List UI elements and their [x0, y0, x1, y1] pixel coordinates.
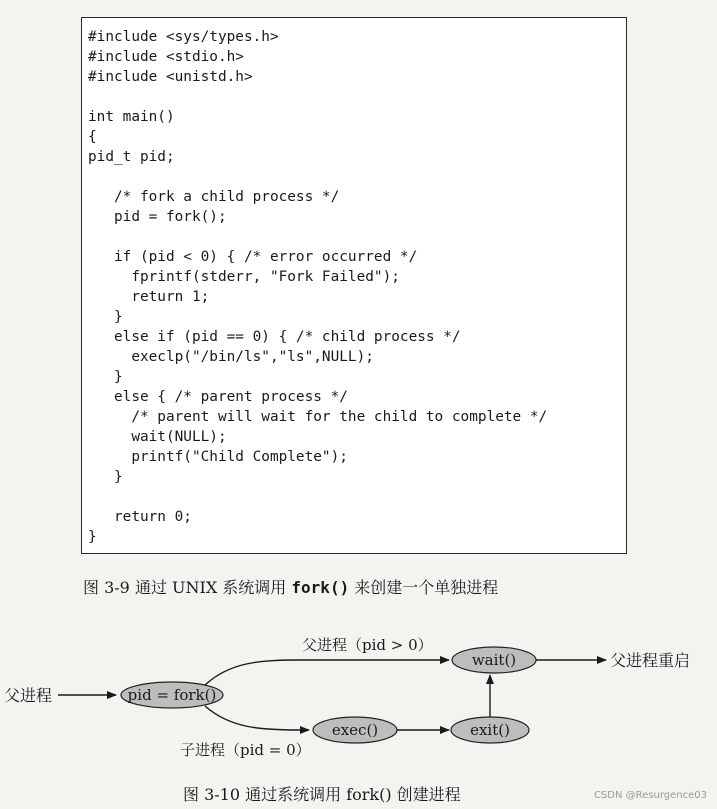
fork-node-label: pid = fork() [127, 686, 217, 704]
code-line: else if (pid == 0) { /* child process */ [88, 329, 461, 345]
code-line: printf("Child Complete"); [88, 449, 348, 465]
parent-resume-label: 父进程重启 [610, 651, 691, 670]
parent-branch-label: 父进程（pid > 0） [302, 636, 433, 654]
code-line: #include <unistd.h> [88, 69, 253, 85]
exec-node-label: exec() [331, 721, 379, 739]
code-listing-box [81, 17, 627, 554]
code-line: return 1; [88, 289, 210, 305]
code-line: fprintf(stderr, "Fork Failed"); [88, 269, 400, 285]
wait-node-label: wait() [471, 651, 517, 669]
fork-process-diagram [0, 620, 717, 770]
code-line: execlp("/bin/ls","ls",NULL); [88, 349, 374, 365]
caption-func: fork() [291, 578, 350, 597]
figure-3-9-caption [83, 575, 498, 598]
figure-3-10-caption: 图 3-10 通过系统调用 fork() 创建进程 [183, 785, 461, 804]
code-line: #include <stdio.h> [88, 49, 244, 65]
code-line: pid = fork(); [88, 209, 227, 225]
fork-to-wait-curve [205, 660, 449, 685]
fork-to-exec-curve [205, 706, 309, 730]
code-line: } [88, 469, 123, 485]
code-line: /* fork a child process */ [88, 189, 340, 205]
caption-suffix: 来创建一个单独进程 [349, 578, 499, 597]
code-line: else { /* parent process */ [88, 389, 348, 405]
code-line: #include <sys/types.h> [88, 29, 279, 45]
code-line: } [88, 369, 123, 385]
code-line: /* parent will wait for the child to complete */ [88, 409, 548, 425]
code-line: wait(NULL); [88, 429, 227, 445]
code-line: } [88, 529, 97, 545]
code-line: pid_t pid; [88, 149, 175, 165]
code-line: int main() [88, 109, 175, 125]
child-branch-label: 子进程（pid = 0） [180, 741, 311, 759]
code-line: } [88, 309, 123, 325]
code-line: { [88, 129, 97, 145]
parent-process-label: 父进程 [4, 686, 53, 705]
code-line: if (pid < 0) { /* error occurred */ [88, 249, 418, 265]
code-line: return 0; [88, 509, 192, 525]
exit-node-label: exit() [470, 721, 510, 739]
csdn-watermark: CSDN @Resurgence03 [593, 790, 707, 801]
caption-prefix: 图 3-9 通过 UNIX 系统调用 [83, 578, 292, 597]
